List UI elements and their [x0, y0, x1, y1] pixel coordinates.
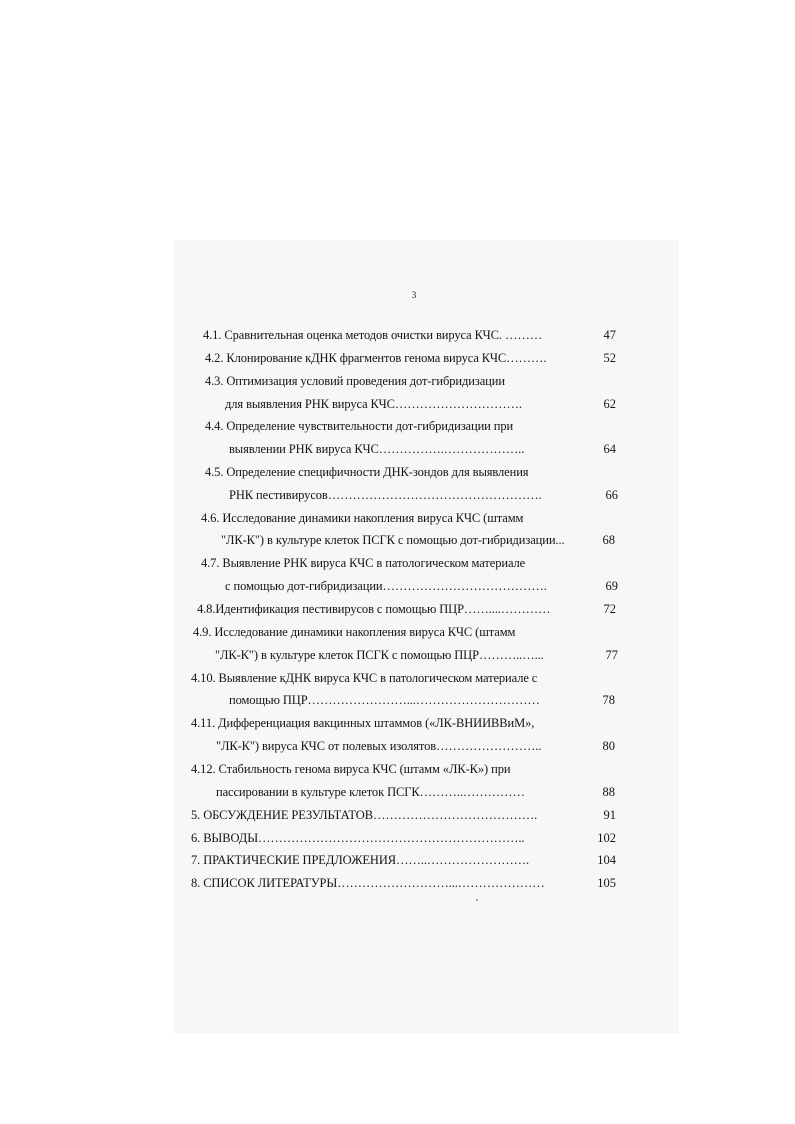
- toc-entry-5-page: 91: [603, 808, 616, 822]
- toc-entry-4-9-line-1: 4.9. Исследование динамики накопления вируса КЧС (штамм: [193, 625, 516, 639]
- toc-entry-4-6-page: 68: [602, 533, 615, 547]
- toc-entry-4-1-page: 47: [603, 328, 616, 342]
- toc-entry-4-10-page: 78: [602, 693, 615, 707]
- toc-entry-4-9-line-2: "ЛК-К") в культуре клеток ПСГК с помощью ПЦР………..…...: [215, 648, 544, 662]
- toc-entry-4-8-page: 72: [603, 602, 616, 616]
- toc-entry-8-page: 105: [597, 876, 616, 890]
- toc-entry-4-12-line-2: пассировании в культуре клеток ПСГК………..……………: [216, 785, 525, 799]
- page-number: 3: [411, 290, 417, 300]
- toc-entry-4-3-line-1: 4.3. Оптимизация условий проведения дот-гибридизации: [205, 374, 505, 388]
- toc-entry-7-line-1: 7. ПРАКТИЧЕСКИЕ ПРЕДЛОЖЕНИЯ……..…………………….: [191, 853, 530, 867]
- toc-entry-4-8-line-1: 4.8.Идентификация пестивирусов с помощью ПЦР……....…………: [197, 602, 551, 616]
- toc-entry-4-12-page: 88: [602, 785, 615, 799]
- toc-entry-4-2-line-1: 4.2. Клонирование кДНК фрагментов генома вируса КЧС……….: [205, 351, 547, 365]
- toc-entry-4-3-line-2: для выявления РНК вируса КЧС………………………….: [225, 397, 522, 411]
- toc-entry-4-3-page: 62: [603, 397, 616, 411]
- toc-entry-4-12-line-1: 4.12. Стабильность генома вируса КЧС (штамм «ЛК-К») при: [191, 762, 511, 776]
- scan-speck: [476, 899, 478, 901]
- toc-entry-4-10-line-2: помощью ПЦР……………………...…………………………: [229, 693, 540, 707]
- toc-entry-4-4-line-2: выявлении РНК вируса КЧС…………….………………..: [229, 442, 525, 456]
- toc-entry-4-11-line-2: "ЛК-К") вируса КЧС от полевых изолятов……………………..: [216, 739, 542, 753]
- toc-entry-4-10-line-1: 4.10. Выявление кДНК вируса КЧС в патологическом материале с: [191, 671, 538, 685]
- toc-entry-4-4-page: 64: [603, 442, 616, 456]
- toc-entry-4-5-line-2: РНК пестивирусов…………………………………………….: [229, 488, 542, 502]
- toc-entry-6-line-1: 6. ВЫВОДЫ………………………………………………………..: [191, 831, 525, 845]
- toc-entry-4-5-line-1: 4.5. Определение специфичности ДНК-зондов для выявления: [205, 465, 529, 479]
- toc-entry-4-4-line-1: 4.4. Определение чувствительности дот-гибридизации при: [205, 419, 514, 433]
- toc-entry-8-line-1: 8. СПИСОК ЛИТЕРАТУРЫ………………………...…………………: [191, 876, 545, 890]
- toc-entry-4-9-page: 77: [605, 648, 618, 662]
- toc-entry-7-page: 104: [597, 853, 616, 867]
- toc-entry-4-7-line-2: с помощью дот-гибридизации………………………………….: [225, 579, 547, 593]
- toc-entry-4-1-line-1: 4.1. Сравнительная оценка методов очистки вируса КЧС. ………: [203, 328, 543, 342]
- toc-entry-6-page: 102: [597, 831, 616, 845]
- toc-entry-4-7-line-1: 4.7. Выявление РНК вируса КЧС в патологическом материале: [201, 556, 526, 570]
- toc-entry-4-6-line-2: "ЛК-К") в культуре клеток ПСГК с помощью дот-гибридизации...: [221, 533, 565, 547]
- toc-entry-5-line-1: 5. ОБСУЖДЕНИЕ РЕЗУЛЬТАТОВ………………………………….: [191, 808, 538, 822]
- toc-entry-4-6-line-1: 4.6. Исследование динамики накопления вируса КЧС (штамм: [201, 511, 524, 525]
- toc-entry-4-11-line-1: 4.11. Дифференциация вакцинных штаммов («ЛК-ВНИИВВиМ»,: [191, 716, 535, 730]
- toc-entry-4-5-page: 66: [605, 488, 618, 502]
- toc-entry-4-11-page: 80: [602, 739, 615, 753]
- toc-entry-4-7-page: 69: [605, 579, 618, 593]
- toc-entry-4-2-page: 52: [603, 351, 616, 365]
